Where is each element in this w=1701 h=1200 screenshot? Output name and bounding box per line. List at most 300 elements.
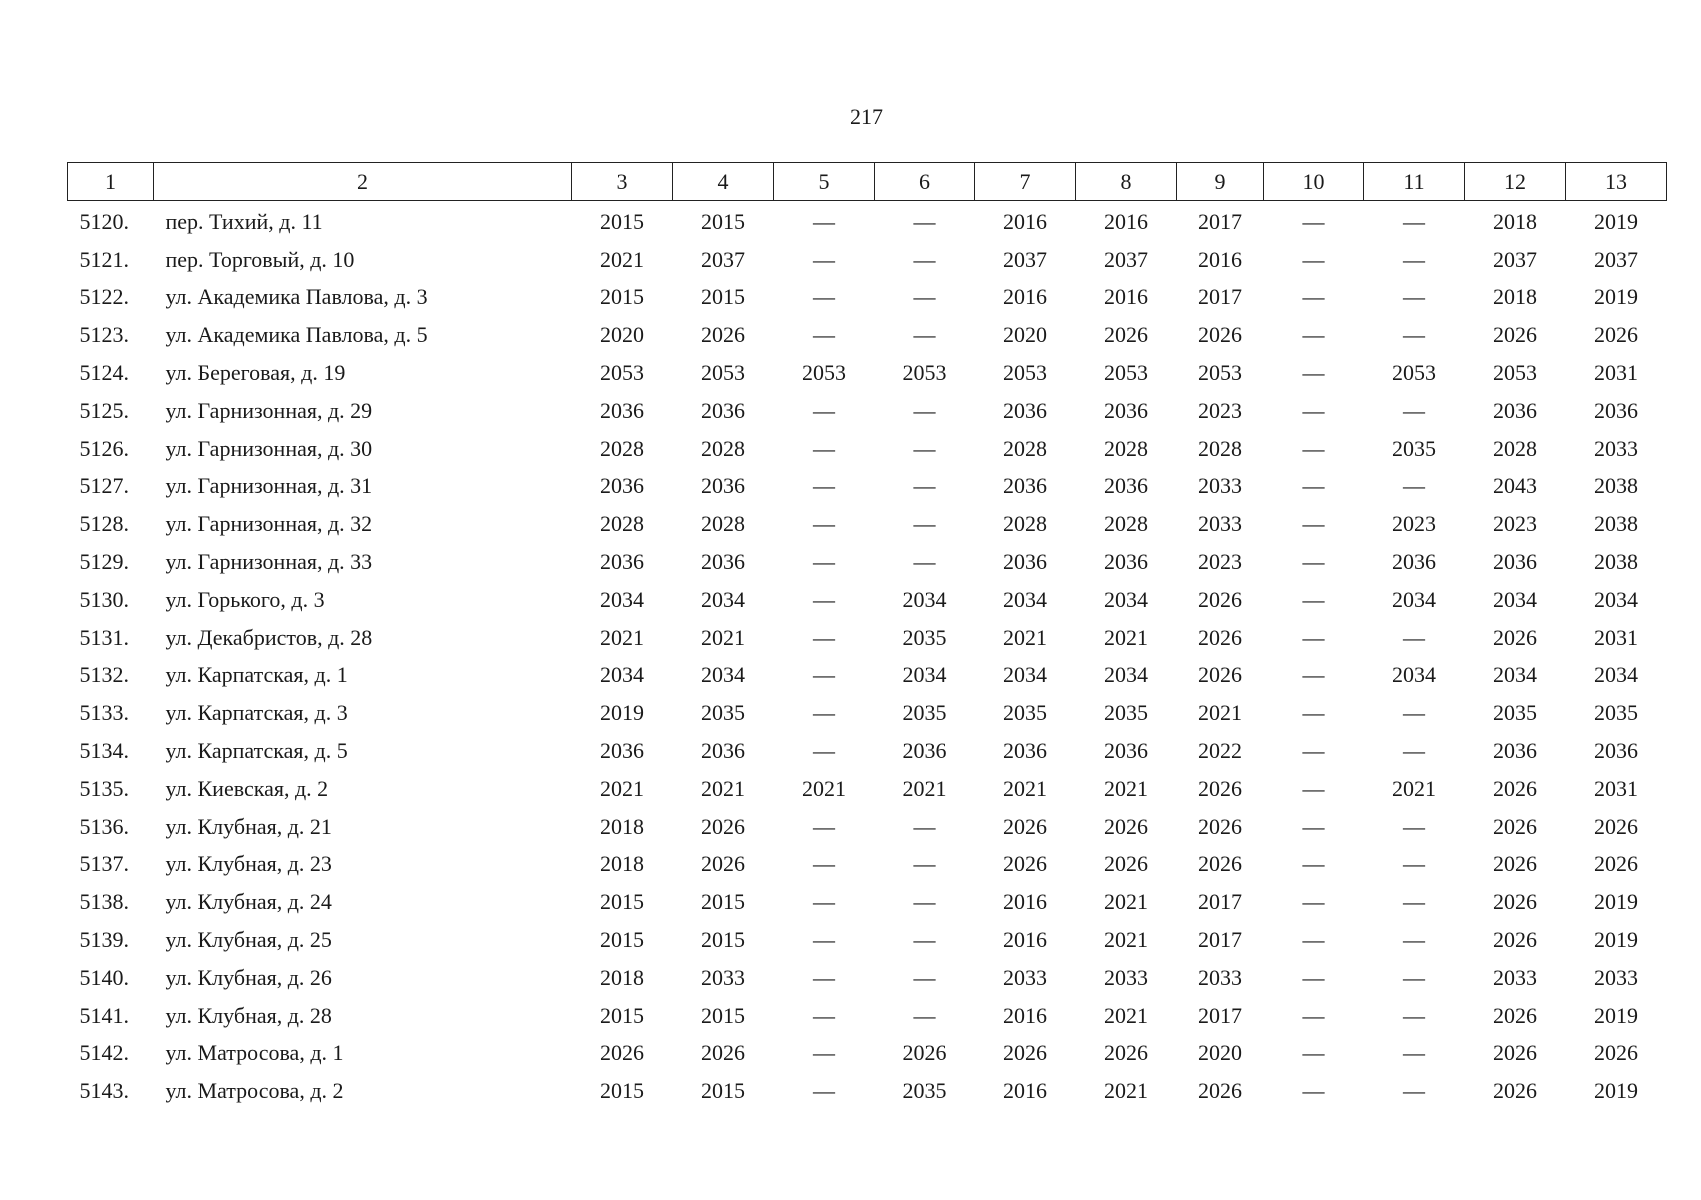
- address-cell: ул. Гарнизонная, д. 29: [165, 397, 373, 423]
- row-number: 5137.: [79, 851, 129, 877]
- year-cell-col-8: 2036: [1104, 473, 1148, 499]
- year-cell-col-6: 2034: [902, 662, 947, 688]
- row-number: 5143.: [79, 1078, 129, 1104]
- year-cell-col-5: —: [813, 1002, 835, 1028]
- year-cell-col-12: 2026: [1493, 624, 1537, 650]
- year-cell-col-12: 2033: [1493, 964, 1537, 990]
- address-cell: ул. Академика Павлова, д. 5: [165, 322, 428, 348]
- year-cell-col-5: —: [813, 662, 835, 688]
- year-cell-col-12: 2026: [1493, 1040, 1537, 1066]
- year-cell-col-13: 2036: [1594, 738, 1638, 764]
- year-cell-col-6: —: [913, 208, 936, 234]
- year-cell-col-3: 2034: [600, 586, 644, 612]
- year-cell-col-11: 2053: [1392, 360, 1436, 386]
- year-cell-col-13: 2037: [1594, 246, 1638, 272]
- year-cell-col-9: 2033: [1198, 964, 1242, 990]
- year-cell-col-5: —: [813, 397, 835, 423]
- year-cell-col-9: 2017: [1198, 284, 1242, 310]
- year-cell-col-11: —: [1403, 964, 1425, 990]
- address-cell: ул. Горького, д. 3: [165, 586, 325, 612]
- row-number: 5133.: [79, 700, 129, 726]
- year-cell-col-4: 2015: [701, 1078, 745, 1104]
- year-cell-col-13: 2036: [1594, 397, 1638, 423]
- address-cell: пер. Тихий, д. 11: [165, 208, 323, 234]
- year-cell-col-8: 2034: [1104, 586, 1148, 612]
- year-cell-col-4: 2034: [701, 662, 745, 688]
- year-cell-col-10: —: [1302, 435, 1325, 461]
- year-cell-col-13: 2019: [1594, 889, 1638, 915]
- year-cell-col-9: 2023: [1198, 397, 1242, 423]
- year-cell-col-9: 2017: [1198, 889, 1242, 915]
- year-cell-col-12: 2028: [1493, 435, 1537, 461]
- year-cell-col-11: —: [1403, 284, 1425, 310]
- year-cell-col-11: —: [1403, 813, 1425, 839]
- year-cell-col-9: 2026: [1198, 851, 1242, 877]
- year-cell-col-12: 2036: [1493, 549, 1537, 575]
- year-cell-col-11: 2034: [1392, 662, 1436, 688]
- year-cell-col-8: 2036: [1104, 397, 1148, 423]
- year-cell-col-10: —: [1302, 964, 1325, 990]
- year-cell-col-4: 2053: [701, 360, 745, 386]
- year-cell-col-10: —: [1302, 549, 1325, 575]
- address-cell: ул. Гарнизонная, д. 30: [165, 435, 373, 461]
- year-cell-col-4: 2036: [701, 738, 745, 764]
- year-cell-col-9: 2026: [1198, 586, 1242, 612]
- row-number: 5127.: [79, 473, 129, 499]
- year-cell-col-7: 2034: [1003, 586, 1047, 612]
- year-cell-col-13: 2033: [1594, 964, 1638, 990]
- year-cell-col-9: 2053: [1198, 360, 1242, 386]
- year-cell-col-7: 2033: [1003, 964, 1047, 990]
- year-cell-col-5: —: [813, 284, 835, 310]
- year-cell-col-9: 2017: [1198, 208, 1242, 234]
- year-cell-col-8: 2034: [1104, 662, 1148, 688]
- year-cell-col-10: —: [1302, 322, 1325, 348]
- year-cell-col-3: 2021: [600, 624, 644, 650]
- table-body: [68, 201, 1667, 1111]
- year-cell-col-13: 2026: [1594, 1040, 1638, 1066]
- year-cell-col-4: 2035: [701, 700, 745, 726]
- year-cell-col-7: 2016: [1003, 889, 1047, 915]
- year-cell-col-7: 2016: [1003, 208, 1047, 234]
- year-cell-col-8: 2035: [1104, 700, 1148, 726]
- year-cell-col-11: —: [1403, 700, 1425, 726]
- year-cell-col-7: 2026: [1003, 813, 1047, 839]
- year-cell-col-10: —: [1302, 889, 1325, 915]
- year-cell-col-11: —: [1403, 397, 1425, 423]
- year-cell-col-12: 2053: [1493, 360, 1537, 386]
- year-cell-col-11: 2034: [1392, 586, 1436, 612]
- year-cell-col-11: 2021: [1392, 775, 1436, 801]
- year-cell-col-11: 2036: [1392, 549, 1436, 575]
- year-cell-col-5: —: [813, 624, 835, 650]
- year-cell-col-13: 2019: [1594, 284, 1638, 310]
- year-cell-col-9: 2021: [1198, 700, 1242, 726]
- table-row: [68, 657, 1667, 695]
- year-cell-col-5: 2021: [802, 775, 846, 801]
- year-cell-col-6: —: [913, 246, 936, 272]
- year-cell-col-7: 2053: [1003, 360, 1047, 386]
- column-header-5: 5: [774, 163, 875, 201]
- year-cell-col-8: 2026: [1104, 851, 1148, 877]
- year-cell-col-8: 2021: [1104, 1078, 1148, 1104]
- year-cell-col-6: —: [913, 813, 936, 839]
- year-cell-col-8: 2021: [1104, 775, 1148, 801]
- year-cell-col-6: 2035: [902, 700, 947, 726]
- year-cell-col-5: —: [813, 738, 835, 764]
- year-cell-col-9: 2026: [1198, 1078, 1242, 1104]
- year-cell-col-4: 2021: [701, 624, 745, 650]
- year-cell-col-8: 2026: [1104, 813, 1148, 839]
- year-cell-col-8: 2036: [1104, 738, 1148, 764]
- address-cell: ул. Декабристов, д. 28: [165, 624, 373, 650]
- year-cell-col-3: 2015: [600, 927, 644, 953]
- year-cell-col-6: —: [913, 397, 936, 423]
- year-cell-col-11: 2023: [1392, 511, 1436, 537]
- year-cell-col-13: 2019: [1594, 927, 1638, 953]
- year-cell-col-11: —: [1403, 851, 1425, 877]
- year-cell-col-4: 2026: [701, 322, 745, 348]
- year-cell-col-12: 2035: [1493, 700, 1537, 726]
- year-cell-col-6: 2053: [902, 360, 947, 386]
- year-cell-col-8: 2033: [1104, 964, 1148, 990]
- column-header-11: 11: [1364, 163, 1465, 201]
- table-row: [68, 468, 1667, 506]
- year-cell-col-12: 2026: [1493, 322, 1537, 348]
- year-cell-col-7: 2016: [1003, 1002, 1047, 1028]
- year-cell-col-5: —: [813, 511, 835, 537]
- year-cell-col-6: 2034: [902, 586, 947, 612]
- row-number: 5125.: [79, 397, 129, 423]
- year-cell-col-8: 2036: [1104, 549, 1148, 575]
- table-row: [68, 316, 1667, 354]
- year-cell-col-10: —: [1302, 851, 1325, 877]
- year-cell-col-3: 2036: [600, 738, 644, 764]
- year-cell-col-5: 2053: [802, 360, 846, 386]
- year-cell-col-8: 2021: [1104, 1002, 1148, 1028]
- table-row: [68, 694, 1667, 732]
- address-cell: ул. Клубная, д. 28: [165, 1002, 332, 1028]
- address-cell: ул. Гарнизонная, д. 31: [165, 473, 373, 499]
- year-cell-col-6: —: [913, 473, 936, 499]
- year-cell-col-7: 2016: [1003, 1078, 1047, 1104]
- year-cell-col-13: 2019: [1594, 208, 1638, 234]
- year-cell-col-6: —: [913, 1002, 936, 1028]
- year-cell-col-12: 2037: [1493, 246, 1537, 272]
- column-header-10: 10: [1264, 163, 1364, 201]
- year-cell-col-5: —: [813, 435, 835, 461]
- row-number: 5142.: [79, 1040, 129, 1066]
- year-cell-col-5: —: [813, 1078, 835, 1104]
- table-row: [68, 1035, 1667, 1073]
- year-cell-col-10: —: [1302, 284, 1325, 310]
- table-row: [68, 581, 1667, 619]
- year-cell-col-3: 2015: [600, 1078, 644, 1104]
- table-row: [68, 732, 1667, 770]
- table-row: [68, 430, 1667, 468]
- year-cell-col-7: 2021: [1003, 775, 1047, 801]
- year-cell-col-13: 2019: [1594, 1078, 1638, 1104]
- year-cell-col-6: 2035: [902, 624, 947, 650]
- row-number: 5123.: [79, 322, 129, 348]
- year-cell-col-13: 2031: [1594, 360, 1638, 386]
- year-cell-col-13: 2038: [1594, 511, 1638, 537]
- year-cell-col-3: 2015: [600, 1002, 644, 1028]
- year-cell-col-9: 2017: [1198, 1002, 1242, 1028]
- table-row: [68, 201, 1667, 241]
- year-cell-col-7: 2021: [1003, 624, 1047, 650]
- year-cell-col-10: —: [1302, 775, 1325, 801]
- year-cell-col-3: 2036: [600, 473, 644, 499]
- year-cell-col-6: —: [913, 511, 936, 537]
- year-cell-col-4: 2015: [701, 927, 745, 953]
- year-cell-col-9: 2023: [1198, 549, 1242, 575]
- column-header-1: 1: [68, 163, 154, 201]
- address-cell: ул. Клубная, д. 21: [165, 813, 332, 839]
- year-cell-col-3: 2028: [600, 435, 644, 461]
- address-cell: ул. Матросова, д. 2: [165, 1078, 344, 1104]
- row-number: 5135.: [79, 775, 129, 801]
- column-header-9: 9: [1177, 163, 1264, 201]
- year-cell-col-9: 2026: [1198, 775, 1242, 801]
- year-cell-col-7: 2036: [1003, 397, 1047, 423]
- table-row: [68, 354, 1667, 392]
- year-cell-col-4: 2036: [701, 473, 745, 499]
- table-row: [68, 846, 1667, 884]
- year-cell-col-13: 2019: [1594, 1002, 1638, 1028]
- year-cell-col-3: 2015: [600, 208, 644, 234]
- row-number: 5131.: [79, 624, 129, 650]
- address-cell: ул. Гарнизонная, д. 32: [165, 511, 373, 537]
- year-cell-col-4: 2015: [701, 889, 745, 915]
- year-cell-col-9: 2028: [1198, 435, 1242, 461]
- year-cell-col-12: 2034: [1493, 662, 1537, 688]
- year-cell-col-12: 2023: [1493, 511, 1537, 537]
- year-cell-col-13: 2026: [1594, 813, 1638, 839]
- year-cell-col-10: —: [1302, 511, 1325, 537]
- column-header-13: 13: [1566, 163, 1667, 201]
- year-cell-col-13: 2033: [1594, 435, 1638, 461]
- year-cell-col-7: 2026: [1003, 851, 1047, 877]
- table-row: [68, 505, 1667, 543]
- year-cell-col-13: 2034: [1594, 662, 1638, 688]
- year-cell-col-13: 2038: [1594, 549, 1638, 575]
- row-number: 5138.: [79, 889, 129, 915]
- address-cell: ул. Карпатская, д. 1: [165, 662, 348, 688]
- year-cell-col-5: —: [813, 586, 835, 612]
- year-cell-col-5: —: [813, 813, 835, 839]
- year-cell-col-9: 2026: [1198, 322, 1242, 348]
- year-cell-col-3: 2020: [600, 322, 644, 348]
- table-header: [68, 163, 1667, 201]
- address-cell: ул. Клубная, д. 26: [165, 964, 332, 990]
- year-cell-col-8: 2016: [1104, 284, 1148, 310]
- year-cell-col-10: —: [1302, 813, 1325, 839]
- year-cell-col-8: 2028: [1104, 511, 1148, 537]
- row-number: 5141.: [79, 1002, 129, 1028]
- row-number: 5121.: [79, 246, 129, 272]
- year-cell-col-11: 2035: [1392, 435, 1436, 461]
- year-cell-col-11: —: [1403, 246, 1425, 272]
- row-number: 5136.: [79, 813, 129, 839]
- year-cell-col-4: 2015: [701, 208, 745, 234]
- year-cell-col-8: 2053: [1104, 360, 1148, 386]
- year-cell-col-10: —: [1302, 1002, 1325, 1028]
- address-cell: пер. Торговый, д. 10: [165, 246, 355, 272]
- address-cell: ул. Клубная, д. 23: [165, 851, 332, 877]
- year-cell-col-4: 2015: [701, 1002, 745, 1028]
- year-cell-col-11: —: [1403, 1002, 1425, 1028]
- year-cell-col-9: 2033: [1198, 473, 1242, 499]
- table-row: [68, 392, 1667, 430]
- year-cell-col-9: 2022: [1198, 738, 1242, 764]
- year-cell-col-3: 2015: [600, 889, 644, 915]
- year-cell-col-12: 2026: [1493, 775, 1537, 801]
- year-cell-col-12: 2018: [1493, 284, 1537, 310]
- year-cell-col-9: 2026: [1198, 813, 1242, 839]
- address-cell: ул. Академика Павлова, д. 3: [165, 284, 428, 310]
- data-table: [67, 162, 1667, 1110]
- year-cell-col-8: 2028: [1104, 435, 1148, 461]
- row-number: 5140.: [79, 964, 129, 990]
- year-cell-col-8: 2021: [1104, 889, 1148, 915]
- year-cell-col-6: 2021: [902, 775, 947, 801]
- table-row: [68, 543, 1667, 581]
- year-cell-col-3: 2028: [600, 511, 644, 537]
- year-cell-col-10: —: [1302, 1040, 1325, 1066]
- year-cell-col-3: 2015: [600, 284, 644, 310]
- row-number: 5124.: [79, 360, 129, 386]
- year-cell-col-11: —: [1403, 1040, 1425, 1066]
- year-cell-col-11: —: [1403, 322, 1425, 348]
- column-header-4: 4: [673, 163, 774, 201]
- year-cell-col-11: —: [1403, 624, 1425, 650]
- year-cell-col-6: 2026: [902, 1040, 947, 1066]
- year-cell-col-6: —: [913, 964, 936, 990]
- year-cell-col-4: 2015: [701, 284, 745, 310]
- year-cell-col-12: 2036: [1493, 397, 1537, 423]
- year-cell-col-9: 2033: [1198, 511, 1242, 537]
- year-cell-col-3: 2036: [600, 549, 644, 575]
- row-number: 5126.: [79, 435, 129, 461]
- year-cell-col-12: 2026: [1493, 1078, 1537, 1104]
- column-header-7: 7: [975, 163, 1076, 201]
- year-cell-col-12: 2036: [1493, 738, 1537, 764]
- year-cell-col-7: 2028: [1003, 511, 1047, 537]
- year-cell-col-10: —: [1302, 1078, 1325, 1104]
- address-cell: ул. Карпатская, д. 5: [165, 738, 348, 764]
- year-cell-col-10: —: [1302, 586, 1325, 612]
- year-cell-col-6: 2035: [902, 1078, 947, 1104]
- year-cell-col-9: 2020: [1198, 1040, 1242, 1066]
- year-cell-col-13: 2026: [1594, 851, 1638, 877]
- year-cell-col-11: —: [1403, 473, 1425, 499]
- year-cell-col-13: 2034: [1594, 586, 1638, 612]
- year-cell-col-4: 2033: [701, 964, 745, 990]
- address-cell: ул. Киевская, д. 2: [165, 775, 329, 801]
- row-number: 5139.: [79, 927, 129, 953]
- year-cell-col-5: —: [813, 549, 835, 575]
- table-row: [68, 770, 1667, 808]
- year-cell-col-6: —: [913, 851, 936, 877]
- year-cell-col-10: —: [1302, 662, 1325, 688]
- row-number: 5129.: [79, 549, 129, 575]
- year-cell-col-3: 2036: [600, 397, 644, 423]
- page-number: 217: [850, 104, 883, 129]
- year-cell-col-8: 2021: [1104, 624, 1148, 650]
- address-cell: ул. Гарнизонная, д. 33: [165, 549, 373, 575]
- year-cell-col-7: 2016: [1003, 927, 1047, 953]
- year-cell-col-4: 2036: [701, 549, 745, 575]
- year-cell-col-5: —: [813, 208, 835, 234]
- year-cell-col-5: —: [813, 322, 835, 348]
- address-cell: ул. Карпатская, д. 3: [165, 700, 348, 726]
- year-cell-col-3: 2018: [600, 851, 644, 877]
- year-cell-col-3: 2034: [600, 662, 644, 688]
- row-number: 5122.: [79, 284, 129, 310]
- year-cell-col-3: 2026: [600, 1040, 644, 1066]
- year-cell-col-5: —: [813, 889, 835, 915]
- year-cell-col-8: 2026: [1104, 322, 1148, 348]
- year-cell-col-10: —: [1302, 208, 1325, 234]
- year-cell-col-6: —: [913, 284, 936, 310]
- year-cell-col-10: —: [1302, 246, 1325, 272]
- row-number: 5132.: [79, 662, 129, 688]
- column-header-3: 3: [572, 163, 673, 201]
- year-cell-col-10: —: [1302, 624, 1325, 650]
- year-cell-col-10: —: [1302, 397, 1325, 423]
- year-cell-col-4: 2036: [701, 397, 745, 423]
- year-cell-col-6: —: [913, 927, 936, 953]
- row-number: 5128.: [79, 511, 129, 537]
- year-cell-col-6: 2036: [902, 738, 947, 764]
- year-cell-col-12: 2034: [1493, 586, 1537, 612]
- table-row: [68, 279, 1667, 317]
- year-cell-col-10: —: [1302, 360, 1325, 386]
- year-cell-col-3: 2021: [600, 246, 644, 272]
- year-cell-col-8: 2016: [1104, 208, 1148, 234]
- row-number: 5134.: [79, 738, 129, 764]
- year-cell-col-10: —: [1302, 927, 1325, 953]
- year-cell-col-7: 2036: [1003, 549, 1047, 575]
- address-cell: ул. Матросова, д. 1: [165, 1040, 344, 1066]
- year-cell-col-11: —: [1403, 1078, 1425, 1104]
- year-cell-col-12: 2026: [1493, 889, 1537, 915]
- year-cell-col-9: 2017: [1198, 927, 1242, 953]
- year-cell-col-7: 2016: [1003, 284, 1047, 310]
- year-cell-col-11: —: [1403, 738, 1425, 764]
- year-cell-col-7: 2020: [1003, 322, 1047, 348]
- year-cell-col-6: —: [913, 322, 936, 348]
- year-cell-col-3: 2021: [600, 775, 644, 801]
- header-row: [68, 163, 1667, 201]
- table-row: [68, 241, 1667, 279]
- address-cell: ул. Береговая, д. 19: [165, 360, 346, 386]
- column-header-8: 8: [1076, 163, 1177, 201]
- year-cell-col-12: 2026: [1493, 851, 1537, 877]
- year-cell-col-12: 2026: [1493, 1002, 1537, 1028]
- year-cell-col-7: 2035: [1003, 700, 1047, 726]
- year-cell-col-9: 2026: [1198, 624, 1242, 650]
- year-cell-col-9: 2016: [1198, 246, 1242, 272]
- year-cell-col-3: 2018: [600, 813, 644, 839]
- year-cell-col-6: —: [913, 549, 936, 575]
- year-cell-col-7: 2036: [1003, 473, 1047, 499]
- year-cell-col-7: 2036: [1003, 738, 1047, 764]
- year-cell-col-5: —: [813, 700, 835, 726]
- year-cell-col-9: 2026: [1198, 662, 1242, 688]
- year-cell-col-4: 2028: [701, 511, 745, 537]
